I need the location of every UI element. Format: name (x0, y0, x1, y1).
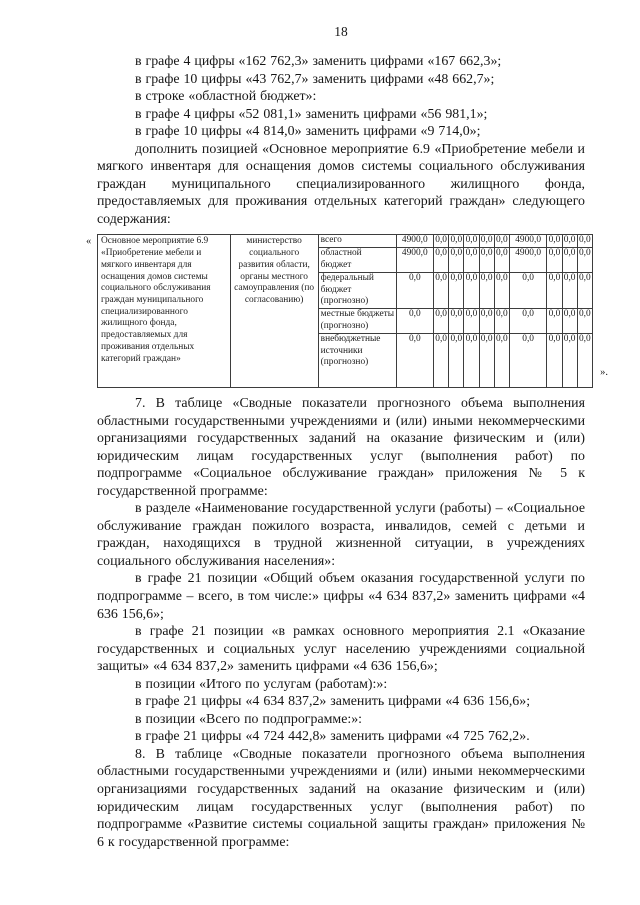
value-cell: 0,0 (479, 333, 494, 387)
value-cell: 4900,0 (396, 235, 433, 248)
paragraph: в графе 21 позиции «в рамках основного мероприятия 2.1 «Оказание государственных и социальных услуг населению учреждениями социальной защиты» «4 634 837,2» заменить цифрами «4 636 156,6»; (97, 624, 585, 675)
value-cell: 0,0 (464, 308, 479, 333)
paragraph: в графе 10 цифры «43 762,7» заменить цифрами «48 662,7»; (135, 71, 495, 87)
value-cell: 0,0 (547, 248, 562, 272)
amendment-table-block (86, 234, 608, 388)
paragraph: в графе 21 позиции «Общий объем оказания государственной услуги по подпрограмме – всего, в том числе:» цифры «4 634 837,2» заменить цифрами «4 636 156,6»; (97, 571, 585, 622)
value-cell: 0,0 (562, 308, 577, 333)
value-cell: 0,0 (434, 333, 449, 387)
page-number: 18 (334, 24, 348, 39)
value-cell: 0,0 (396, 333, 433, 387)
value-cell: 0,0 (449, 248, 464, 272)
value-cell: 0,0 (562, 248, 577, 272)
paragraph: в разделе «Наименование государственной услуги (работы) – «Социальное обслуживание граждан пожилого возраста, инвалидов, семей с детьми и граждан, находящихся в трудной жизненной ситуации, в учреждениях социального обслуживания населения»: (97, 501, 585, 569)
value-cell: 0,0 (479, 235, 494, 248)
value-cell: 0,0 (464, 235, 479, 248)
activity-cell: Основное мероприятие 6.9 «Приобретение мебели и мягкого инвентаря для оснащения домов системы социального обслуживания граждан муниципального специализированного жилищного фонда, предоставляемых для проживания отдельных категорий граждан» (98, 235, 231, 388)
value-cell: 0,0 (434, 308, 449, 333)
paragraph: в позиции «Всего по подпрограмме:»: (135, 711, 363, 727)
value-cell: 0,0 (509, 308, 546, 333)
value-cell: 0,0 (464, 333, 479, 387)
value-cell: 0,0 (449, 235, 464, 248)
value-cell: 0,0 (479, 308, 494, 333)
budget-row-label: всего (318, 235, 396, 248)
value-cell: 0,0 (577, 235, 592, 248)
paragraph: в графе 10 цифры «4 814,0» заменить цифрами «9 714,0»; (135, 124, 481, 140)
value-cell: 0,0 (494, 248, 509, 272)
budget-row-label: внебюджетные источники (прогнозно) (318, 333, 396, 387)
paragraph: 8. В таблице «Сводные показатели прогнозного объема выполнения областными государственными учреждениями и (или) иными некоммерческими организациями государственных заданий на оказание физическим и (или) юридическим лицам государственных услуг (выполнения работ) по подпрограмме «Развитие системы социальной защиты граждан» приложения № 6 к государственной программе: (97, 746, 585, 850)
value-cell: 0,0 (547, 308, 562, 333)
value-cell: 4900,0 (509, 248, 546, 272)
value-cell: 0,0 (479, 272, 494, 308)
value-cell: 0,0 (547, 333, 562, 387)
budget-row-label: местные бюджеты (прогнозно) (318, 308, 396, 333)
value-cell: 0,0 (547, 235, 562, 248)
value-cell: 0,0 (547, 272, 562, 308)
value-cell: 0,0 (509, 333, 546, 387)
paragraph: в графе 21 цифры «4 724 442,8» заменить цифрами «4 725 762,2». (135, 729, 530, 745)
table-row (98, 235, 593, 248)
value-cell: 4900,0 (509, 235, 546, 248)
paragraph: в строке «областной бюджет»: (135, 89, 317, 105)
value-cell: 0,0 (577, 248, 592, 272)
amendment-table (97, 234, 593, 388)
value-cell: 0,0 (396, 308, 433, 333)
value-cell: 0,0 (494, 308, 509, 333)
value-cell: 0,0 (434, 272, 449, 308)
paragraph: в графе 4 цифры «162 762,3» заменить цифрами «167 662,3»; (135, 54, 502, 69)
value-cell: 0,0 (509, 272, 546, 308)
value-cell: 0,0 (449, 272, 464, 308)
value-cell: 0,0 (479, 248, 494, 272)
value-cell: 0,0 (562, 272, 577, 308)
value-cell: 0,0 (434, 248, 449, 272)
value-cell: 4900,0 (396, 248, 433, 272)
close-quote-mark: ». (600, 366, 608, 378)
paragraph: в графе 4 цифры «52 081,1» заменить цифрами «56 981,1»; (135, 106, 488, 122)
paragraph: 7. В таблице «Сводные показатели прогнозного объема выполнения областными государственными учреждениями и (или) иными некоммерческими организациями государственных заданий на оказание физическим и (или) юридическим лицам государственных услуг (выполнения работ) по подпрограмме «Социальное обслуживание граждан» приложения № 5 к государственной программе: (97, 395, 585, 499)
value-cell: 0,0 (396, 272, 433, 308)
value-cell: 0,0 (464, 272, 479, 308)
open-quote-mark: « (86, 236, 92, 248)
value-cell: 0,0 (449, 333, 464, 387)
paragraph: дополнить позицией «Основное мероприятие 6.9 «Приобретение мебели и мягкого инвентаря для оснащения домов системы социального обслуживания граждан муниципального специализированного жилищного фонда, предоставляемых для проживания отдельных категорий граждан» следующего содержания: (97, 141, 585, 227)
value-cell: 0,0 (577, 272, 592, 308)
budget-row-label: федеральный бюджет (прогнозно) (318, 272, 396, 308)
value-cell: 0,0 (464, 248, 479, 272)
value-cell: 0,0 (434, 235, 449, 248)
value-cell: 0,0 (562, 235, 577, 248)
paragraph: в графе 21 цифры «4 634 837,2» заменить цифрами «4 636 156,6»; (135, 694, 531, 710)
page-content (86, 0, 608, 851)
executor-cell: министерство социального развития области, органы местного самоуправления (по согласованию) (230, 235, 318, 388)
value-cell: 0,0 (577, 333, 592, 387)
value-cell: 0,0 (449, 308, 464, 333)
budget-row-label: областной бюджет (318, 248, 396, 272)
value-cell: 0,0 (494, 333, 509, 387)
paragraph: в позиции «Итого по услугам (работам):»: (135, 676, 388, 692)
value-cell: 0,0 (577, 308, 592, 333)
value-cell: 0,0 (562, 333, 577, 387)
value-cell: 0,0 (494, 235, 509, 248)
value-cell: 0,0 (494, 272, 509, 308)
